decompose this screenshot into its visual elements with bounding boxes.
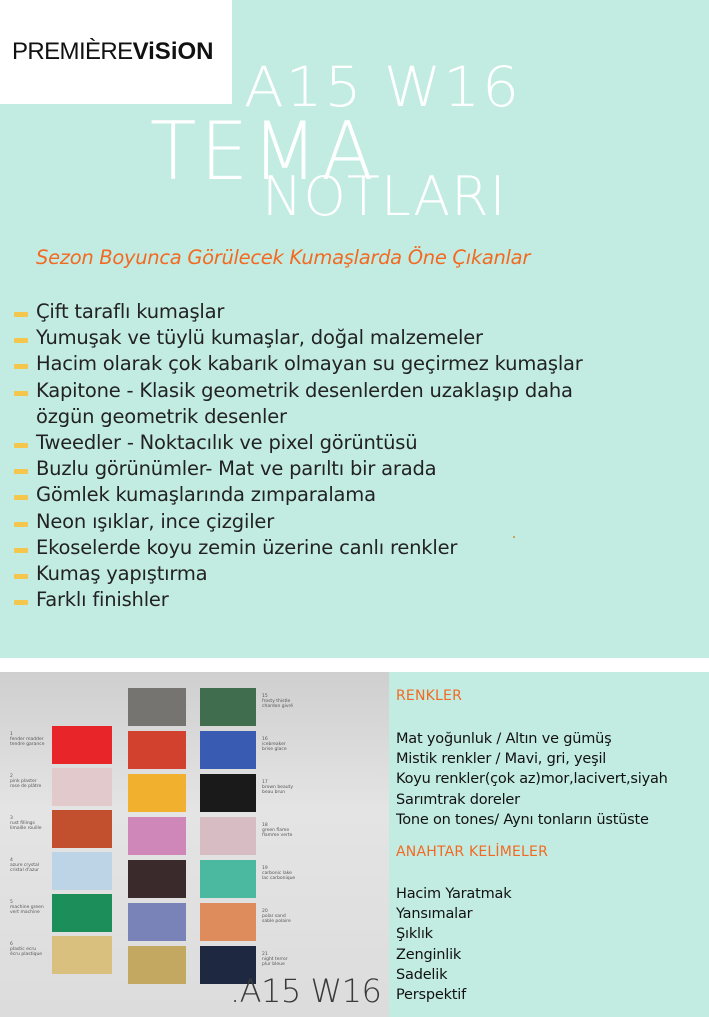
swatch-label: 20 polar sand sable polaire	[262, 909, 291, 924]
list-item-text: özgün geometrik desenler	[36, 404, 287, 428]
list-item	[14, 430, 704, 456]
swatch-label: 1 fender madder tendre garance	[10, 732, 45, 747]
list-item: Şıklık	[396, 926, 433, 943]
swatch-label: 3 rust fillings limaille rouille	[10, 816, 42, 831]
color-swatch	[52, 852, 112, 890]
swatch-label: 16 icebreaker brise glace	[262, 737, 287, 752]
list-item: Koyu renkler(çok az)mor,lacivert,siyah	[396, 771, 668, 788]
color-swatch	[52, 810, 112, 848]
color-swatch	[52, 894, 112, 932]
keywords-heading: ANAHTAR KELİMELER	[396, 844, 549, 860]
logo-part-premiere: PREMIÈRE	[12, 38, 133, 65]
color-swatch	[52, 768, 112, 806]
stray-dot	[513, 536, 515, 538]
info-panel	[389, 672, 709, 1017]
bullet-icon	[14, 495, 28, 500]
color-swatch	[128, 817, 186, 855]
color-swatch	[128, 946, 186, 984]
list-item	[14, 535, 704, 561]
color-swatch	[200, 731, 256, 769]
list-item-text: Ekoselerde koyu zemin üzerine canlı renkler	[36, 535, 458, 559]
list-item: Yansımalar	[396, 906, 473, 923]
swatch-label: 2 pink plaster rose de plâtre	[10, 774, 42, 789]
swatch-label: 19 carbonic lake lac carbonique	[262, 866, 296, 881]
list-item	[14, 509, 704, 535]
bullet-icon	[14, 600, 28, 605]
list-item-text: Tweedler - Noktacılık ve pixel görüntüsü	[36, 431, 418, 455]
color-swatch	[52, 726, 112, 764]
color-swatch	[128, 688, 186, 726]
list-item: Mat yoğunluk / Altın ve gümüş	[396, 731, 612, 747]
list-item: Mistik renkler / Mavi, gri, yeşil	[396, 751, 607, 768]
bullet-icon	[14, 312, 28, 317]
swatch-label: 17 brown beauty beau brun	[262, 780, 293, 795]
list-item: Hacim Yaratmak	[396, 886, 512, 902]
list-item	[14, 351, 704, 377]
color-card-photo	[0, 672, 389, 1017]
list-item-text: Hacim olarak çok kabarık olmayan su geçirmez kumaşlar	[36, 352, 583, 376]
list-item-text: Farklı finishler	[36, 588, 169, 612]
swatch-label: 4 azure crystal cristal d'azur	[10, 858, 40, 873]
highlights-list	[14, 299, 704, 613]
swatch-label: 18 green flame flamme verte	[262, 823, 293, 838]
title-line-tema: TEMA	[150, 105, 378, 198]
color-swatch	[200, 817, 256, 855]
season-title: A15 W16	[244, 54, 522, 120]
photo-caption: .A15 W16	[230, 972, 382, 1010]
logo-area	[0, 0, 232, 104]
list-item	[14, 587, 704, 613]
list-item	[14, 299, 704, 325]
list-item	[14, 404, 704, 430]
list-item	[14, 378, 704, 404]
bullet-icon	[14, 469, 28, 474]
bullet-icon	[14, 443, 28, 448]
color-swatch	[128, 860, 186, 898]
bullet-icon	[14, 548, 28, 553]
list-item-text: Buzlu görünümler- Mat ve parıltı bir arada	[36, 457, 437, 481]
bullet-icon	[14, 522, 28, 527]
list-item	[14, 561, 704, 587]
swatch-label: 6 plastic ecru écru plastique	[10, 942, 43, 957]
list-item	[14, 456, 704, 482]
keywords-list	[396, 884, 511, 1005]
premiere-vision-logo	[12, 38, 213, 66]
list-item	[14, 325, 704, 351]
color-swatch	[200, 860, 256, 898]
color-swatch	[128, 731, 186, 769]
color-swatch	[200, 688, 256, 726]
renkler-heading: RENKLER	[396, 688, 462, 704]
swatch-label: 15 frosty thistle chardon givré	[262, 694, 294, 709]
list-item: Perspektif	[396, 987, 467, 1004]
list-item: Sarımtrak doreler	[396, 791, 520, 808]
renkler-list	[396, 729, 668, 830]
color-swatch	[128, 774, 186, 812]
swatch-label: 5 machine green vert machine	[10, 900, 44, 915]
list-item	[14, 482, 704, 508]
bullet-icon	[14, 338, 28, 343]
list-item-text: Çift taraflı kumaşlar	[36, 300, 225, 323]
color-swatch	[128, 903, 186, 941]
title-line-notlari: NOTLARI	[262, 165, 507, 228]
bullet-icon	[14, 574, 28, 579]
list-item: Tone on tones/ Aynı tonların üstüste	[396, 811, 649, 828]
bullet-icon	[14, 391, 28, 396]
color-swatch	[52, 936, 112, 974]
list-item: Zenginlik	[396, 946, 462, 963]
bullet-icon	[14, 364, 28, 369]
list-item-text: Kapitone - Klasik geometrik desenlerden uzaklaşıp daha	[36, 378, 573, 402]
list-item-text: Neon ışıklar, ince çizgiler	[36, 509, 275, 533]
list-item-text: Kumaş yapıştırma	[36, 562, 208, 586]
section-subtitle: Sezon Boyunca Görülecek Kumaşlarda Öne Çıkanlar	[36, 246, 531, 269]
list-item-text: Gömlek kumaşlarında zımparalama	[36, 483, 376, 507]
list-item-text: Yumuşak ve tüylü kumaşlar, doğal malzemeler	[36, 326, 483, 350]
color-swatch	[200, 903, 256, 941]
list-item: Sadelik	[396, 966, 448, 983]
swatch-label: 21 night terror plur bleue	[262, 952, 288, 967]
color-swatch	[200, 774, 256, 812]
logo-part-vision: ViSiON	[132, 38, 214, 65]
